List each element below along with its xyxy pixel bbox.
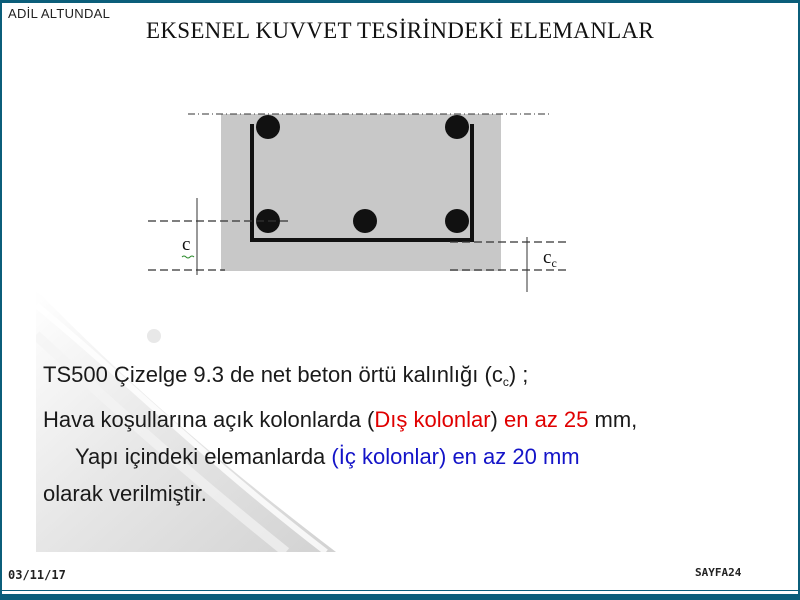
body-line-1 [43, 356, 783, 401]
author-name: ADİL ALTUNDAL [8, 6, 111, 21]
inner-columns-cover: (İç kolonlar) en az 20 mm [331, 444, 580, 469]
rebar-top-right [445, 115, 469, 139]
frame-bottom-line [0, 590, 800, 591]
rebar-top-left [256, 115, 280, 139]
body-line-2-end: mm, [588, 407, 638, 432]
footer-page-number: SAYFA24 [695, 566, 742, 579]
rebar-bottom-middle [353, 209, 377, 233]
body-line-1-text: TS500 Çizelge 9.3 de net beton örtü kalınlığı (c [43, 362, 503, 387]
body-line-3-text: Yapı içindeki elemanlarda [75, 444, 332, 469]
footer-date: 03/11/17 [8, 568, 66, 582]
body-text [43, 356, 783, 512]
label-c-underline [182, 256, 194, 258]
body-line-3 [43, 438, 783, 475]
rebar-bottom-right [445, 209, 469, 233]
body-line-2-text: Hava koşullarına açık kolonlarda ( [43, 407, 375, 432]
body-line-2 [43, 401, 783, 438]
frame-bottom-border [0, 594, 800, 600]
label-c: c [182, 234, 191, 255]
label-cc: $c_c$ [543, 247, 557, 270]
cover-subscript: c [502, 375, 509, 389]
outer-columns-label: Dış kolonlar [374, 407, 491, 432]
outer-min-cover: en az 25 [504, 407, 589, 432]
body-line-4: olarak verilmiştir. [43, 481, 207, 506]
slide-title: EKSENEL KUVVET TESİRİNDEKİ ELEMANLAR [145, 18, 655, 43]
body-line-1-end: ) ; [508, 362, 529, 387]
body-line-2-mid: ) [490, 407, 504, 432]
